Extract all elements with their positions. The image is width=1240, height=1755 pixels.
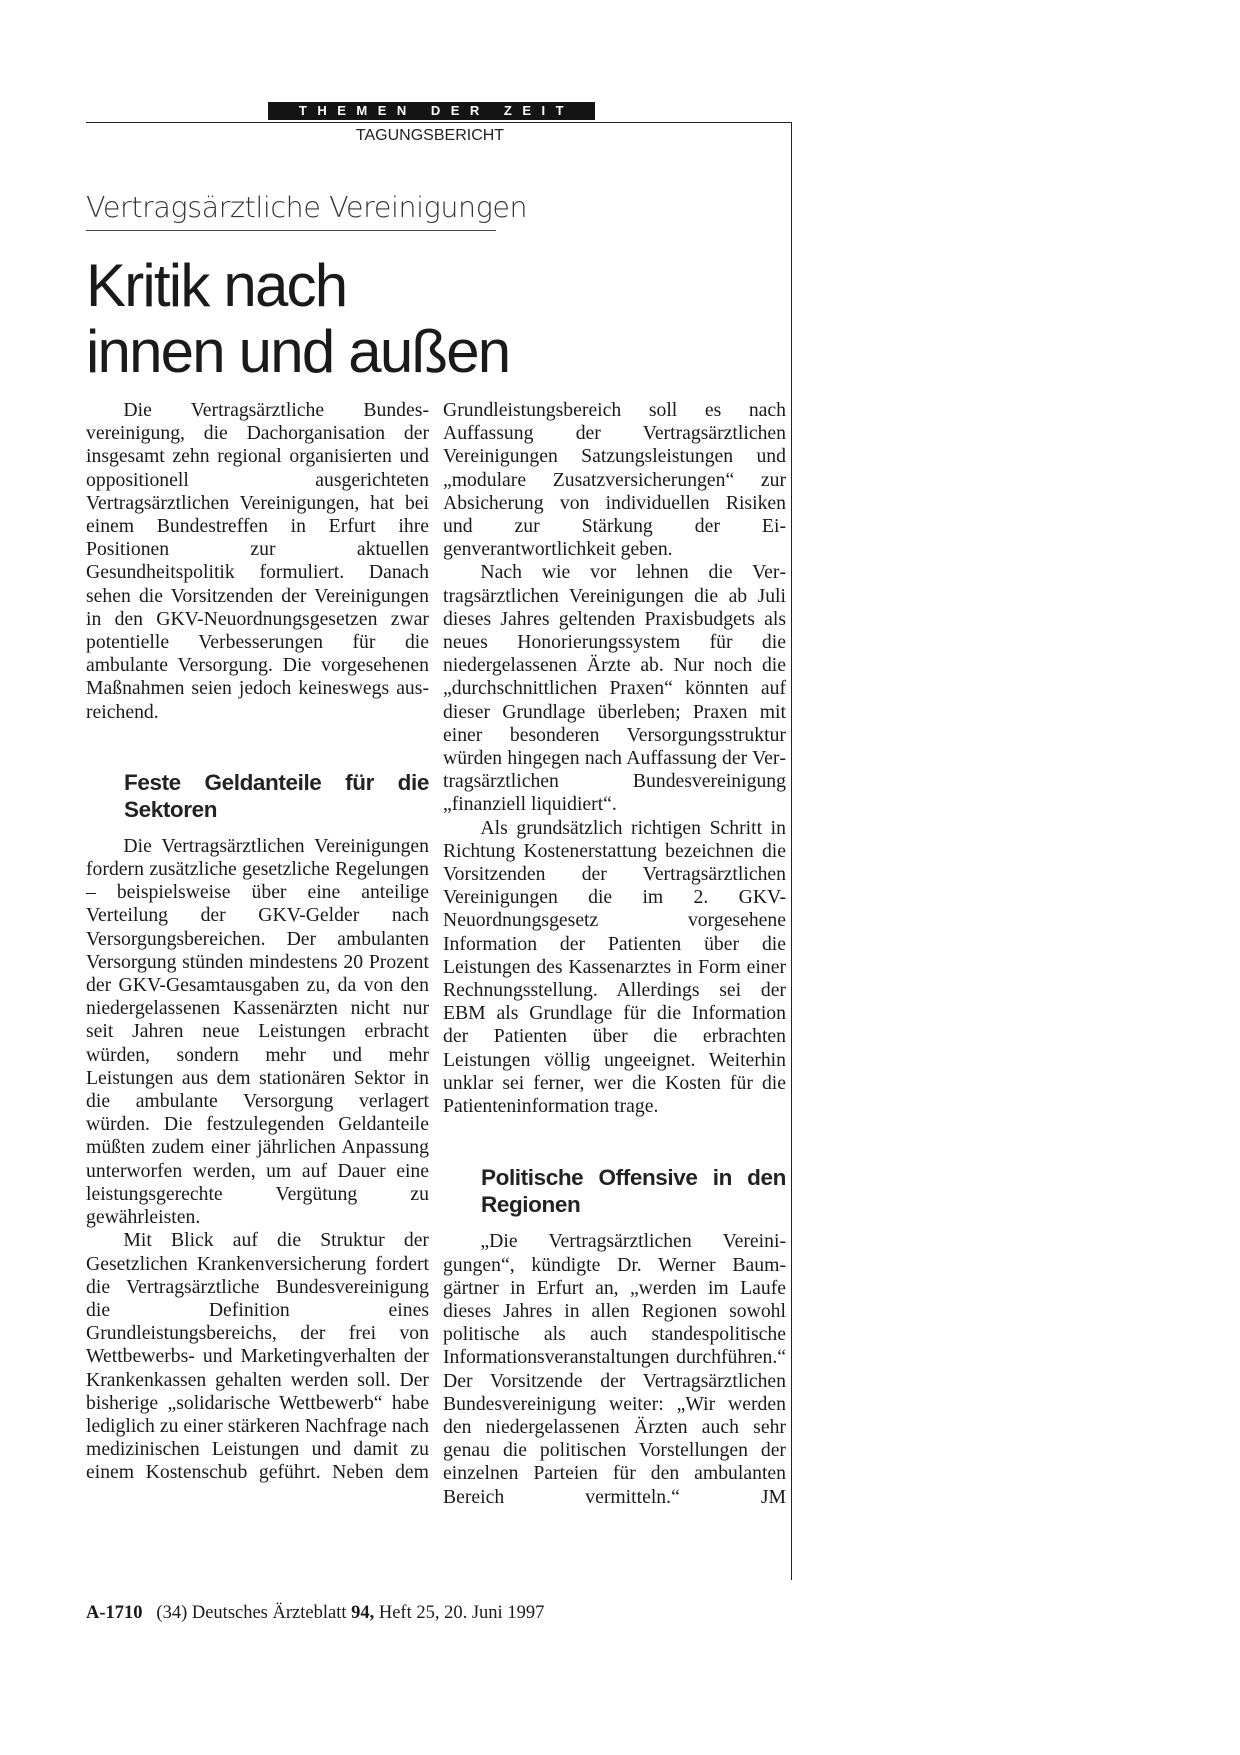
column-rule <box>791 122 792 1580</box>
header-rule <box>86 122 791 123</box>
page-footer <box>86 1603 544 1624</box>
article-kicker: Vertragsärztliche Vereinigungen <box>86 186 496 231</box>
section-banner: THEMEN DER ZEIT <box>268 102 595 120</box>
body-paragraph: Grundleistungsbereich soll es nach Auffassung der Vertragsärztlichen Vereinigungen Satzungsleistungen und „modulare Zusatzversicherungen“ zur Absicherung von individuellen Risiken und zur Stärkung der Eigenverantwortlichkeit geben. <box>443 399 786 561</box>
subhead-politische-offensive: Politische Offensive in den Regionen <box>481 1165 786 1218</box>
volume-number: 94, <box>351 1603 375 1623</box>
body-paragraph: Die Vertragsärztlichen Vereinigungen fordern zusätzliche gesetzliche Regelungen – beispielsweise über eine anteilige Verteilung der GKV-Gelder nach Versorgungsbereichen. Der ambulanten Versorgung stünden mindestens 20 Prozent der GKV-Gesamtausgaben zu, da von den niedergelassenen Kassenärzten nicht nur seit Jahren neue Leistungen erbracht würden, sondern mehr und mehr Leistungen aus dem stationären Sektor in die ambulante Versorgung verlagert würden. Die festzulegenden Geldanteile müßten zudem einer jährlichen Anpassung unterworfen werden, um auf Dauer eine leistungsgerechte Vergütung zu gewährleisten. <box>86 834 429 1229</box>
headline-line-2: innen und außen <box>86 318 510 385</box>
subhead-feste-geldanteile: Feste Geldanteile für die Sektoren <box>124 769 429 822</box>
left-column <box>86 399 429 1485</box>
lead-paragraph: Die Vertragsärztliche Bundesvereinigung, die Dachorganisation der insgesamt zehn regional organisierten und oppositionell ausgerichteten Vertragsärztlichen Vereinigungen, hat bei einem Bundestreffen in Erfurt ihre Positionen zur aktuellen Gesundheitspolitik formuliert. Danach sehen die Vorsitzenden der Vereinigungen in den GKV-Neuordnungsgesetzen zwar potentielle Verbesserungen für die ambulante Versorgung. Die vorgesehenen Maßnahmen seien jedoch keineswegs ausreichend. <box>86 399 429 723</box>
body-paragraph: Nach wie vor lehnen die Vertragsärztlichen Vereinigungen die ab Juli dieses Jahres geltenden Praxisbudgets als neues Honorierungssystem für die niedergelassenen Ärzte ab. Nur noch die „durchschnittlichen Praxen“ könnten auf dieser Grundlage überleben; Praxen mit einer besonderen Versorgungsstruktur würden hingegen nach Auffassung der Vertragsärztlichen Bundesvereinigung „finanziell liquidiert“. <box>443 561 786 816</box>
page-code: A-1710 <box>86 1603 143 1623</box>
issue-date: Heft 25, 20. Juni 1997 <box>378 1603 545 1623</box>
body-paragraph: Als grundsätzlich richtigen Schritt in Richtung Kostenerstattung bezeichnen die Vorsitzenden der Vertragsärztlichen Vereinigungen die im 2. GKV-Neuordnungsgesetz vorgesehene Information der Patienten über die Leistungen des Kassenarztes in Form einer Rechnungsstellung. Allerdings sei der EBM als Grundlage für die Information der Patienten über die erbrachten Leistungen völlig ungeeignet. Weiterhin unklar sei ferner, wer die Kosten für die Patienteninformation trage. <box>443 816 786 1118</box>
article-headline <box>86 253 726 385</box>
headline-line-1: Kritik nach <box>86 252 347 319</box>
body-paragraph: Mit Blick auf die Struktur der Gesetzlichen Krankenversicherung fordert die Vertragsärztliche Bundesvereinigung die Definition eines Grundleistungsbereichs, der frei von Wettbewerbs- und Marketingverhalten der Krankenkassen gehalten werden soll. Der bisherige „solidarische Wettbewerb“ habe lediglich zu einer stärkeren Nachfrage nach medizinischen Leistungen und damit zu einem Kostenschub geführt. Neben dem <box>86 1229 429 1484</box>
publication-name: (34) Deutsches Ärzteblatt <box>156 1603 347 1623</box>
body-paragraph: „Die Vertragsärztlichen Vereinigungen“, kündigte Dr. Werner Baumgärtner in Erfurt an, „werden im Laufe dieses Jahres in allen Regionen sowohl politische als auch standespolitische Informationsveranstaltungen durchführen.“ Der Vorsitzende der Vertragsärztlichen Bundesvereinigung weiter: „Wir werden den niedergelassenen Ärzten auch sehr genau die politischen Vorstellungen der einzelnen Parteien für den ambulanten Bereich vermitteln.“ JM <box>443 1230 786 1508</box>
category-label: TAGUNGSBERICHT <box>355 127 505 144</box>
right-column <box>443 399 786 1509</box>
